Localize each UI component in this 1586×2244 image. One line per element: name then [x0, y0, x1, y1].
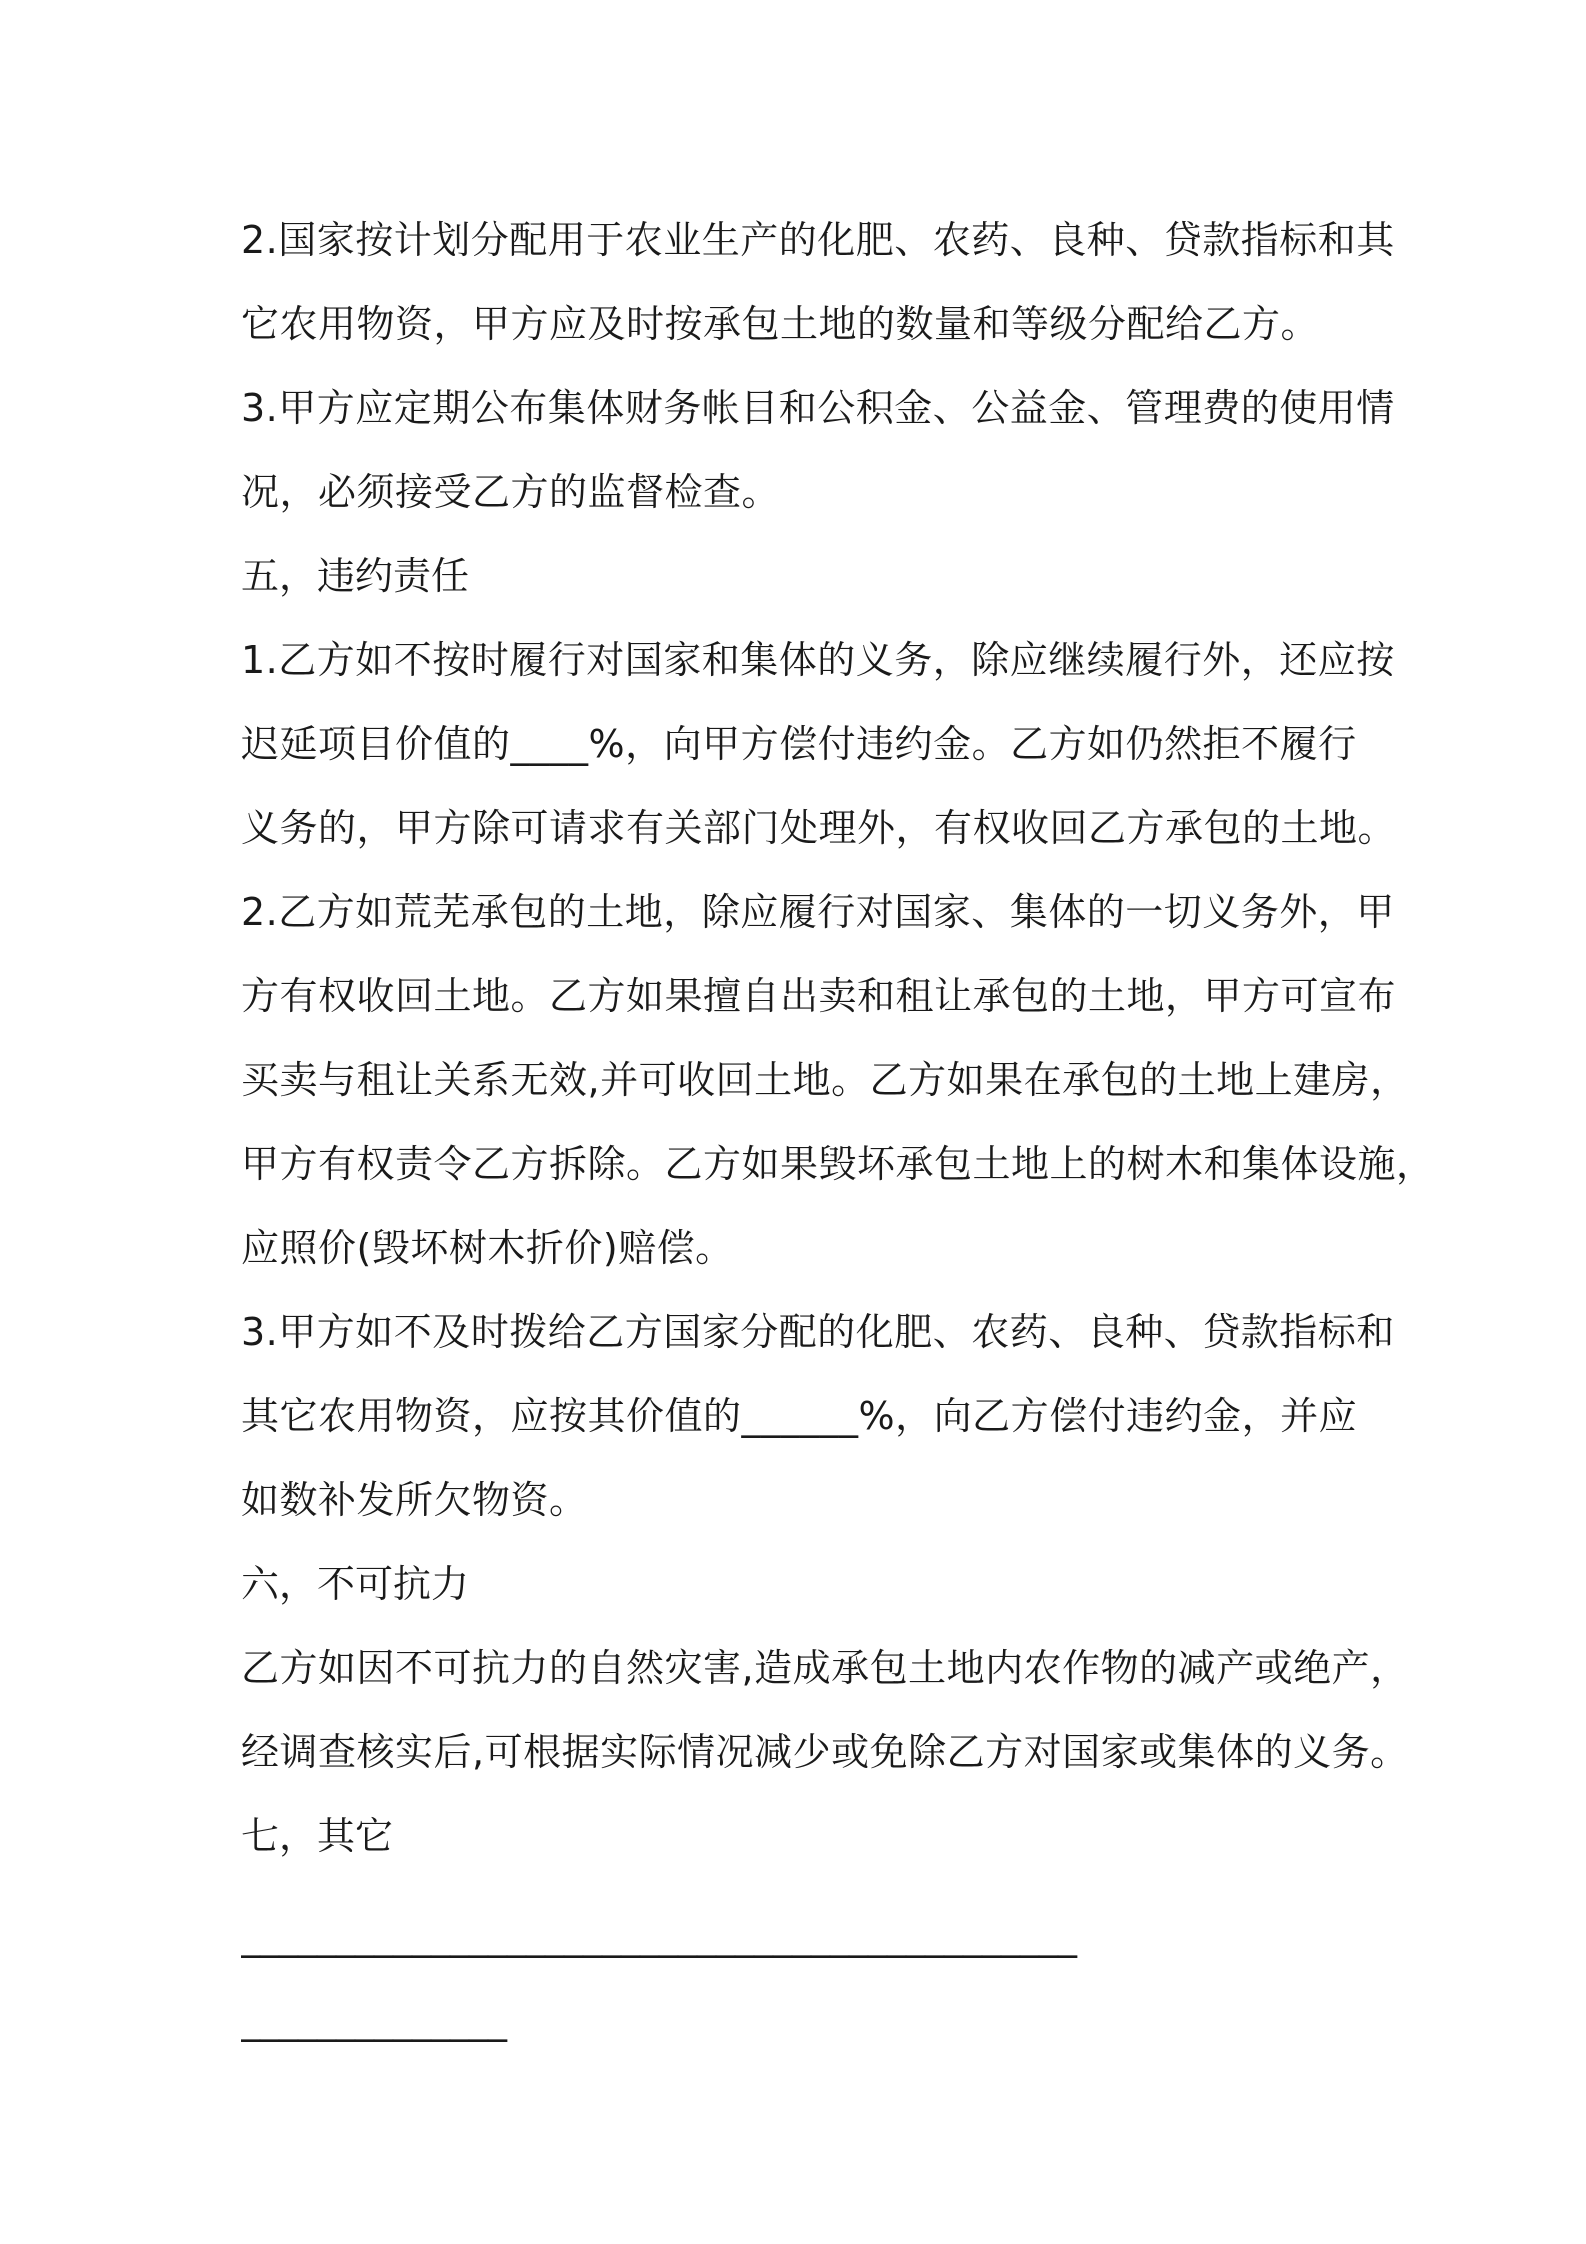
- paragraph-line: 2.国家按计划分配用于农业生产的化肥、农药、良种、贷款指标和其: [241, 218, 1395, 262]
- paragraph-line: 迟延项目价值的____%，向甲方偿付违约金。乙方如仍然拒不履行: [241, 722, 1357, 766]
- paragraph-line: 买卖与租让关系无效,并可收回土地。乙方如果在承包的土地上建房，: [241, 1058, 1409, 1102]
- paragraph-line: 方有权收回土地。乙方如果擅自出卖和租让承包的土地，甲方可宣布: [241, 974, 1397, 1018]
- section-heading: 六，不可抗力: [241, 1562, 470, 1606]
- fill-in-blank-line: ______________: [241, 1998, 507, 2042]
- paragraph-line: 2.乙方如荒芜承包的土地，除应履行对国家、集体的一切义务外，甲: [241, 890, 1395, 934]
- paragraph-line: 如数补发所欠物资。: [241, 1478, 588, 1522]
- paragraph-line: 3.甲方如不及时拨给乙方国家分配的化肥、农药、良种、贷款指标和: [241, 1310, 1395, 1354]
- paragraph-line: 3.甲方应定期公布集体财务帐目和公积金、公益金、管理费的使用情: [241, 386, 1395, 430]
- paragraph-line: 它农用物资，甲方应及时按承包土地的数量和等级分配给乙方。: [241, 302, 1320, 346]
- fill-in-blank-line: ____________________________________________: [241, 1914, 1077, 1958]
- section-heading: 五，违约责任: [241, 554, 470, 598]
- paragraph-line: 义务的，甲方除可请求有关部门处理外，有权收回乙方承包的土地。: [241, 806, 1397, 850]
- paragraph-line: 经调查核实后,可根据实际情况减少或免除乙方对国家或集体的义务。: [241, 1730, 1409, 1774]
- paragraph-line: 乙方如因不可抗力的自然灾害,造成承包土地内农作物的减产或绝产，: [241, 1646, 1409, 1690]
- paragraph-line: 1.乙方如不按时履行对国家和集体的义务，除应继续履行外，还应按: [241, 638, 1395, 682]
- spacer: [241, 1878, 1361, 1894]
- paragraph-line: 其它农用物资，应按其价值的______%，向乙方偿付违约金，并应: [241, 1394, 1358, 1438]
- document-body: [241, 198, 1435, 2062]
- paragraph-line: 甲方有权责令乙方拆除。乙方如果毁坏承包土地上的树木和集体设施，: [241, 1142, 1435, 1186]
- paragraph-line: 应照价(毁坏树木折价)赔偿。: [241, 1226, 734, 1270]
- section-heading: 七，其它: [241, 1814, 394, 1858]
- paragraph-line: 况，必须接受乙方的监督检查。: [241, 470, 781, 514]
